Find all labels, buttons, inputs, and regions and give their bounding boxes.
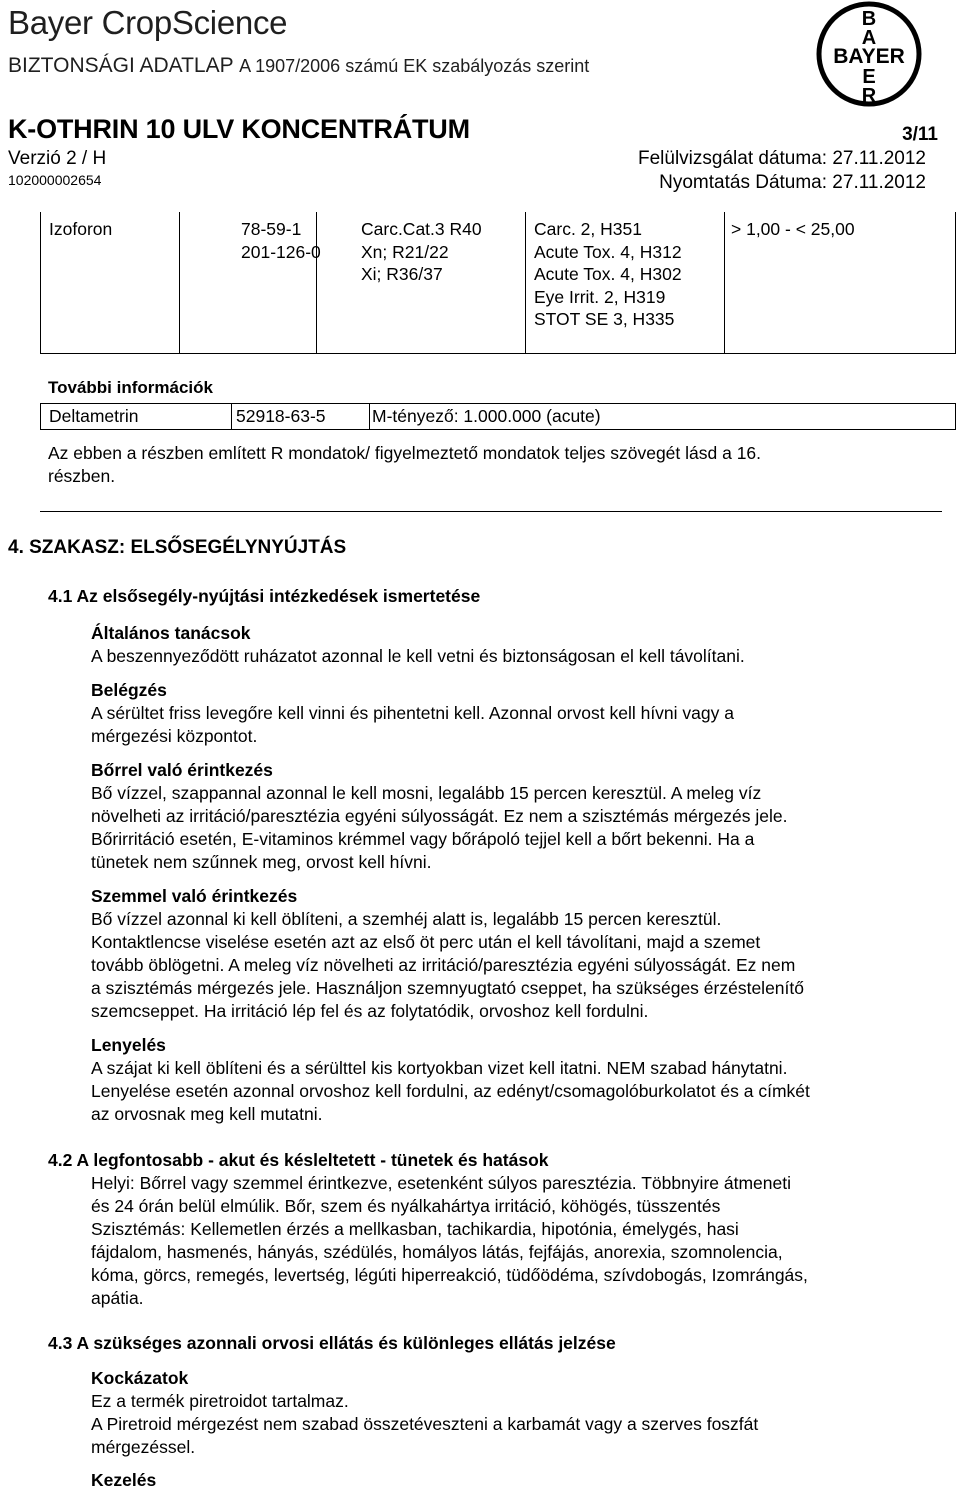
eye-contact-block [91, 885, 926, 1023]
treatment-label: Kezelés [91, 1470, 157, 1490]
company-name: Bayer CropScience [8, 4, 288, 41]
symptoms-block [91, 1172, 926, 1310]
section-divider [40, 511, 942, 512]
concentration-value: > 1,00 - < 25,00 [731, 219, 855, 239]
h-class-line: Acute Tox. 4, H312 [534, 241, 682, 262]
components-table-row [40, 212, 956, 354]
symptoms-line: Szisztémás: Kellemetlen érzés a mellkasban, tachikardia, hipotónia, émelygés, hasi [91, 1219, 739, 1239]
h-class-line: Eye Irrit. 2, H319 [534, 286, 666, 307]
svg-text:A: A [861, 27, 877, 49]
skin-contact-label: Bőrrel való érintkezés [91, 760, 273, 780]
risks-block [91, 1367, 926, 1459]
page-number: 3/11 [902, 124, 938, 145]
symptoms-line: apátia. [91, 1288, 144, 1308]
eye-contact-line: tovább öblögetni. A meleg víz növelheti az irritáció/paresztézia egyéni súlyosságát. Ez nem [91, 955, 796, 975]
revision-date: Felülvizsgálat dátuma: 27.11.2012 [638, 148, 926, 169]
version-label: Verzió 2 / H [8, 148, 107, 169]
risks-line: mérgezéssel. [91, 1437, 196, 1457]
r-class-line: Carc.Cat.3 R40 [361, 219, 482, 239]
component-name-cell [41, 212, 179, 353]
ingestion-line: A szájat ki kell öblíteni és a sérülttel kis kortyokban vizet kell itatni. NEM szabad hánytatni. [91, 1058, 788, 1078]
document-number: 102000002654 [8, 172, 102, 188]
h-class-line: Acute Tox. 4, H302 [534, 264, 682, 284]
symptoms-line: és 24 órán belül elmúlik. Bőr, szem és nyálkahártya irritáció, köhögés, tüsszentés [91, 1196, 721, 1216]
svg-text:E: E [862, 66, 876, 88]
cas-number: 78-59-1 [241, 219, 302, 239]
svg-text:B: B [861, 8, 877, 30]
skin-contact-line: Bő vízzel, szappannal azonnal le kell mosni, legalább 15 percen keresztül. A meleg víz [91, 783, 762, 803]
doc-type-label: BIZTONSÁGI ADATLAP [8, 54, 234, 77]
skin-contact-line: Bőrirritáció esetén, E-vitaminos krémmel vagy bőrápoló tejjel kell a bőrt bekenni. Ha a [91, 829, 755, 849]
risks-line: Ez a termék piretroidot tartalmaz. [91, 1391, 349, 1411]
component-name: Izoforon [49, 219, 113, 239]
subsection-4-3-title: 4.3 A szükséges azonnali orvosi ellátás és különleges ellátás jelzése [48, 1333, 616, 1353]
document-type [8, 54, 589, 78]
symptoms-line: Helyi: Bőrrel vagy szemmel érintkezve, esetenként súlyos paresztézia. Többnyire átmeneti [91, 1173, 791, 1193]
inhalation-line: mérgezési központot. [91, 726, 258, 746]
r-class-line: Xn; R21/22 [361, 241, 449, 262]
skin-contact-block [91, 759, 926, 874]
h-classification-cell [525, 212, 724, 353]
component-id-cell [179, 212, 321, 353]
h-class-line: STOT SE 3, H335 [534, 309, 675, 329]
general-advice-block [91, 622, 926, 668]
symptoms-line: fájdalom, hasmenés, hányás, szédülés, homályos látás, fejfájás, anorexia, szomnolencia, [91, 1242, 783, 1262]
svg-text:BAYER: BAYER [833, 45, 905, 68]
note-line: részben. [48, 466, 116, 486]
ingestion-line: Lenyelése esetén azonnal orvoshoz kell fordulni, az edényt/csomagolóburkolatot és a címkét [91, 1081, 810, 1101]
h-class-line: Carc. 2, H351 [534, 219, 642, 239]
eye-contact-line: a szisztémás mérgezés jele. Használjon szemnyugtató cseppet, ha szükséges érzéstelenítő [91, 978, 804, 998]
further-info-title: További információk [48, 378, 213, 397]
skin-contact-line: tünetek nem szűnnek meg, orvost kell hívni. [91, 852, 432, 872]
further-info-cas: 52918-63-5 [232, 404, 370, 429]
section-4-title: 4. SZAKASZ: ELSŐSEGÉLYNYÚJTÁS [8, 537, 347, 558]
print-date: Nyomtatás Dátuma: 27.11.2012 [659, 172, 926, 193]
further-info-table-row [40, 403, 956, 430]
inhalation-label: Belégzés [91, 680, 167, 700]
r-classification-cell [316, 212, 525, 353]
further-info-name: Deltametrin [41, 404, 232, 429]
concentration-cell [724, 212, 955, 353]
eye-contact-line: Kontaktlencse viselése esetén azt az első öt perc után el kell távolítani, majd a szemet [91, 932, 761, 952]
skin-contact-line: növelheti az irritáció/paresztézia egyéni súlyosságát. Ez nem a szisztémás mérgezés jele. [91, 806, 788, 826]
bayer-cross-logo [815, 0, 923, 108]
ec-number: 201-126-0 [241, 241, 321, 262]
risks-line: A Piretroid mérgezést nem szabad összetéveszteni a karbamát vagy a szerves foszfát [91, 1414, 759, 1434]
r-phrases-note [48, 442, 928, 488]
general-advice-line: A beszennyeződött ruházatot azonnal le kell vetni és biztonságosan el kell távolítani. [91, 646, 745, 666]
ingestion-label: Lenyelés [91, 1035, 166, 1055]
note-line: Az ebben a részben említett R mondatok/ figyelmeztető mondatok teljes szövegét lásd a 16. [48, 443, 762, 463]
eye-contact-label: Szemmel való érintkezés [91, 886, 298, 906]
eye-contact-line: Bő vízzel azonnal ki kell öblíteni, a szemhéj alatt is, legalább 15 percen keresztül. [91, 909, 722, 929]
further-info-factor: M-tényező: 1.000.000 (acute) [372, 406, 601, 426]
svg-text:R: R [861, 85, 877, 107]
ingestion-block [91, 1034, 926, 1126]
symptoms-line: kóma, görcs, remegés, levertség, légúti hiperreakció, tüdőödéma, szívdobogás, Izomrángás, [91, 1265, 808, 1285]
risks-label: Kockázatok [91, 1368, 189, 1388]
regulation-label: A 1907/2006 számú EK szabályozás szerint [239, 56, 590, 76]
subsection-4-2-title: 4.2 A legfontosabb - akut és késleltetett - tünetek és hatások [48, 1150, 549, 1170]
inhalation-line: A sérültet friss levegőre kell vinni és pihentetni kell. Azonnal orvost kell hívni vagy a [91, 703, 734, 723]
product-name: K-OTHRIN 10 ULV KONCENTRÁTUM [8, 114, 470, 144]
eye-contact-line: szemcseppet. Ha irritáció lép fel és az folytatódik, orvoshoz kell fordulni. [91, 1001, 649, 1021]
r-class-line: Xi; R36/37 [361, 264, 443, 284]
subsection-4-1-title: 4.1 Az elsősegély-nyújtási intézkedések ismertetése [48, 586, 481, 606]
ingestion-line: az orvosnak meg kell mutatni. [91, 1104, 323, 1124]
general-advice-label: Általános tanácsok [91, 623, 251, 643]
inhalation-block [91, 679, 926, 748]
